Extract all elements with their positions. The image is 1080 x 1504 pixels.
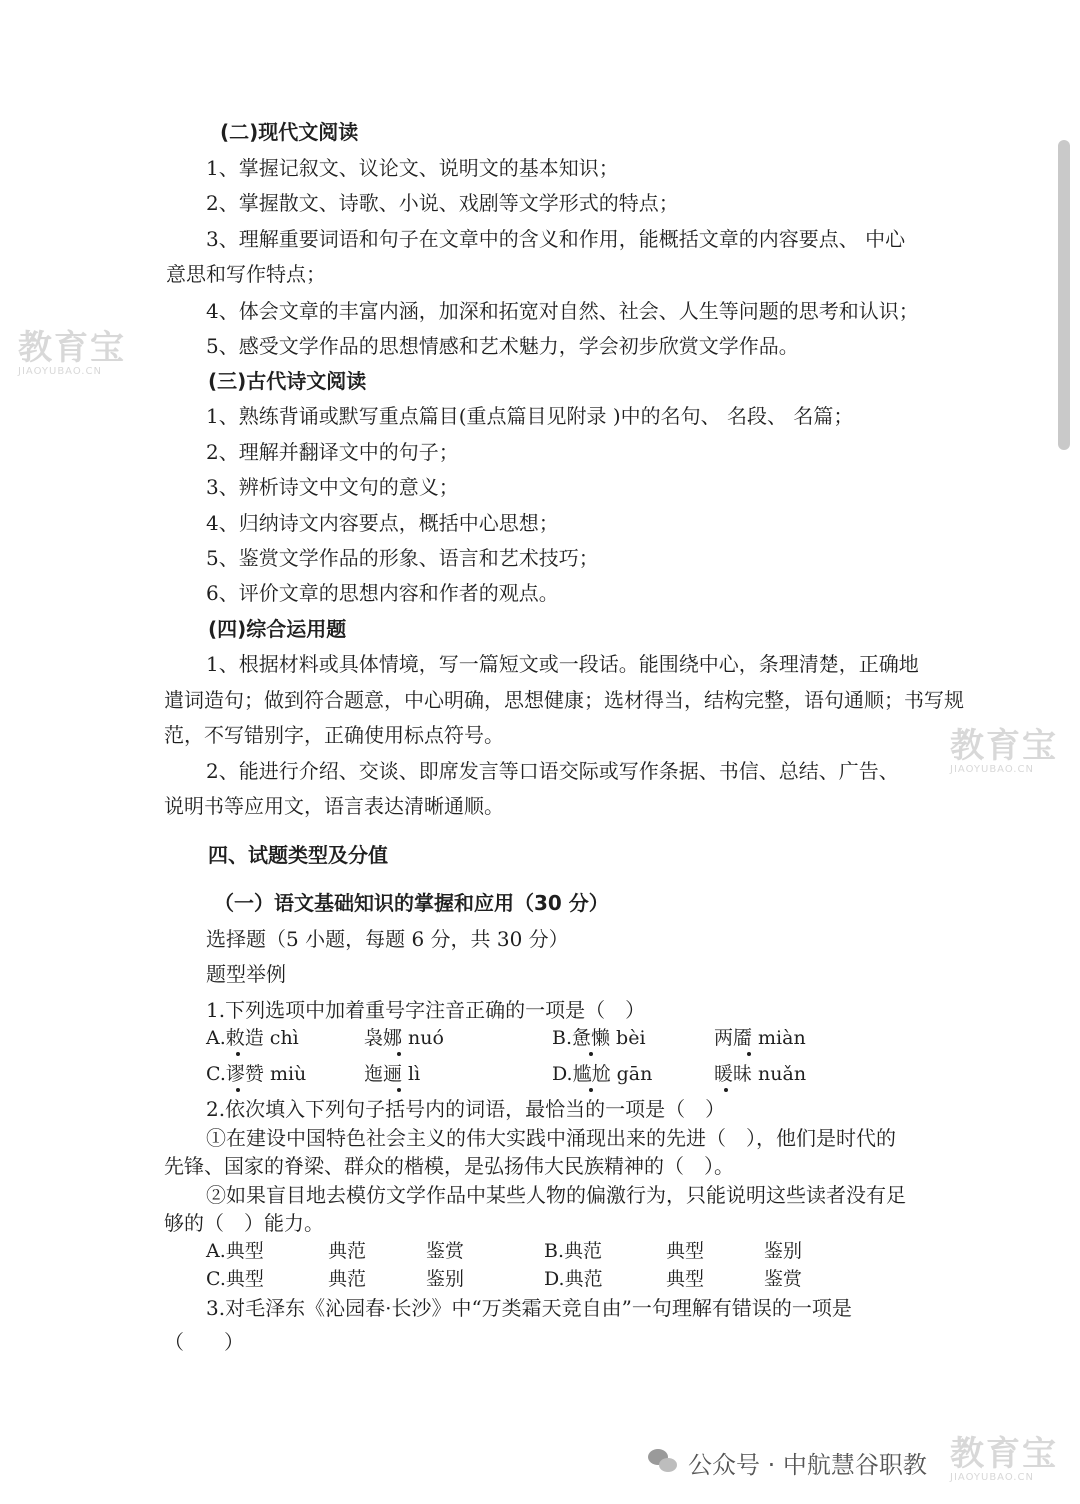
text-line: 够的（ ）能力。: [164, 1211, 324, 1235]
question-1-option-c-second: 迤逦 lì: [364, 1063, 421, 1085]
text-line: 2、掌握散文、诗歌、小说、戏剧等文学形式的特点；: [206, 191, 679, 215]
text-line: ②如果盲目地去模仿文学作品中某些人物的偏激行为，只能说明这些读者没有足: [206, 1183, 906, 1207]
question-2-option-c-word1: C.典型: [206, 1268, 264, 1290]
footer-account-name: 公众号 · 中航慧谷职教: [688, 1450, 927, 1479]
question-1-option-a: A.敕造 chì: [206, 1027, 299, 1049]
emphasis-dot: [397, 1052, 401, 1056]
section-heading-modern-reading: (二)现代文阅读: [220, 120, 359, 144]
wechat-icon: [648, 1449, 678, 1475]
text-line: 选择题（5 小题，每题 6 分，共 30 分）: [206, 927, 569, 951]
text-line: 说明书等应用文，语言表达清晰通顺。: [164, 794, 504, 818]
emphasis-dot: [236, 1052, 240, 1056]
question-2-option-a-word3: 鉴赏: [426, 1240, 465, 1262]
text-line: 2、能进行介绍、交谈、即席发言等口语交际或写作条据、书信、总结、广告、: [206, 759, 899, 783]
emphasis-dot: [589, 1052, 593, 1056]
question-2-option-a-word1: A.典型: [206, 1240, 264, 1262]
text-line: 1、掌握记叙文、议论文、说明文的基本知识；: [206, 156, 619, 180]
watermark-domain: JIAOYUBAO.CN: [18, 366, 102, 377]
question-2-option-d-word3: 鉴赏: [764, 1268, 803, 1290]
watermark-logo: [950, 1436, 1058, 1484]
question-2-option-c-word2: 典范: [328, 1268, 367, 1290]
section-heading-comprehensive: (四)综合运用题: [208, 617, 347, 641]
watermark-brand: 教育宝: [950, 1434, 1058, 1474]
text-line: 3、辨析诗文中文句的意义；: [206, 475, 459, 499]
text-line: 5、鉴赏文学作品的形象、语言和艺术技巧；: [206, 546, 599, 570]
footer-account: [648, 1442, 927, 1482]
question-1-option-d-second: 暖昧 nuǎn: [714, 1063, 807, 1085]
text-line: 题型举例: [206, 962, 286, 986]
part-heading-question-types: 四、试题类型及分值: [208, 843, 388, 867]
text-line: 1、根据材料或具体情境，写一篇短文或一段话。能围绕中心，条理清楚，正确地: [206, 652, 919, 676]
text-line: 范，不写错别字，正确使用标点符号。: [164, 723, 504, 747]
text-line: （ ）: [164, 1330, 244, 1354]
question-2-option-c-word3: 鉴别: [426, 1268, 465, 1290]
question-1-option-b: B.惫懒 bèi: [552, 1027, 646, 1049]
question-2-option-b-word2: 典型: [666, 1240, 705, 1262]
question-1-option-a-second: 袅娜 nuó: [364, 1027, 444, 1049]
scrollbar-thumb[interactable]: [1058, 140, 1070, 450]
question-2-option-a-word2: 典范: [328, 1240, 367, 1262]
question-2-option-d-word1: D.典范: [544, 1268, 603, 1290]
watermark-logo: [18, 330, 126, 378]
text-line: 2、理解并翻译文中的句子；: [206, 440, 459, 464]
question-2: 2.依次填入下列句子括号内的词语，最恰当的一项是（ ）: [206, 1097, 726, 1121]
watermark-domain: JIAOYUBAO.CN: [950, 764, 1034, 775]
question-1-option-b-second: 两靥 miàn: [714, 1027, 806, 1049]
question-3: 3.对毛泽东《沁园春·长沙》中“万类霜天竞自由”一句理解有错误的一项是: [206, 1296, 852, 1320]
watermark-brand: 教育宝: [950, 726, 1058, 766]
emphasis-dot: [397, 1088, 401, 1092]
text-line: ①在建设中国特色社会主义的伟大实践中涌现出来的先进（ ），他们是时代的: [206, 1126, 896, 1150]
text-line: 意思和写作特点；: [166, 262, 326, 286]
question-2-option-b-word1: B.典范: [544, 1240, 603, 1262]
question-2-option-d-word2: 典型: [666, 1268, 705, 1290]
text-line: 3、理解重要词语和句子在文章中的含义和作用，能概括文章的内容要点、 中心: [206, 227, 906, 251]
emphasis-dot: [589, 1088, 593, 1092]
emphasis-dot: [747, 1052, 751, 1056]
question-1-option-d: D.尴尬 gān: [552, 1063, 653, 1085]
text-line: 1、熟练背诵或默写重点篇目(重点篇目见附录 )中的名句、 名段、 名篇；: [206, 404, 854, 428]
question-2-option-b-word3: 鉴别: [764, 1240, 803, 1262]
emphasis-dot: [724, 1088, 728, 1092]
watermark-brand: 教育宝: [18, 328, 126, 368]
question-1: 1.下列选项中加着重号字注音正确的一项是（ ）: [206, 998, 646, 1022]
watermark-domain: JIAOYUBAO.CN: [950, 1472, 1034, 1483]
text-line: 6、评价文章的思想内容和作者的观点。: [206, 581, 559, 605]
section-heading-classical-reading: (三)古代诗文阅读: [208, 369, 367, 393]
text-line: 先锋、国家的脊梁、群众的楷模，是弘扬伟大民族精神的（ ）。: [164, 1154, 734, 1178]
text-line: 4、归纳诗文内容要点，概括中心思想；: [206, 511, 559, 535]
text-line: 4、体会文章的丰富内涵，加深和拓宽对自然、社会、人生等问题的思考和认识；: [206, 299, 919, 323]
text-line: 5、感受文学作品的思想情感和艺术魅力，学会初步欣赏文学作品。: [206, 334, 799, 358]
emphasis-dot: [236, 1088, 240, 1092]
text-line: 遣词造句；做到符合题意，中心明确，思想健康；选材得当，结构完整，语句通顺；书写规: [164, 688, 964, 712]
watermark-logo: [950, 728, 1058, 776]
question-1-option-c: C.谬赞 miù: [206, 1063, 307, 1085]
subsection-heading-basic-knowledge: （一）语文基础知识的掌握和应用（30 分）: [214, 891, 609, 915]
